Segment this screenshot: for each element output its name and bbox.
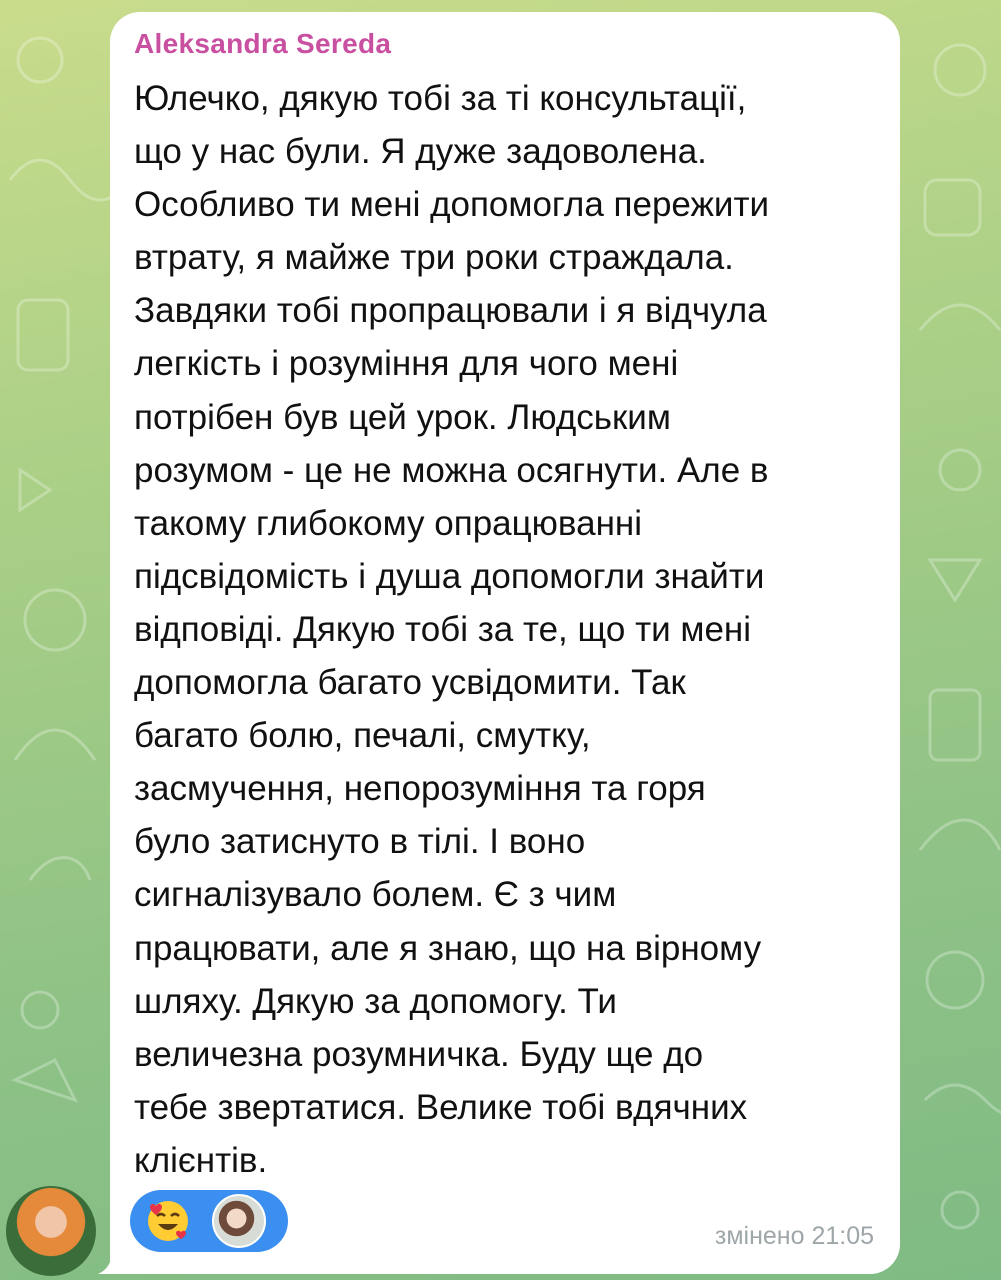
message-line: такому глибокому опрацюванні xyxy=(134,503,643,543)
message-line: було затиснуто в тілі. І воно xyxy=(134,822,586,862)
message-line: величезна розумничка. Буду ще до xyxy=(134,1034,704,1074)
message-line: що у нас були. Я дуже задоволена. xyxy=(134,132,707,172)
message-line: Завдяки тобі пропрацювали і я відчула xyxy=(134,291,767,331)
message-line: Особливо ти мені допомогла пережити xyxy=(134,185,770,225)
message-line: багато болю, печалі, смутку, xyxy=(134,716,591,756)
message-line: засмучення, непорозуміння та горя xyxy=(134,769,706,809)
sender-name[interactable]: Aleksandra Sereda xyxy=(134,28,392,59)
message-line: працювати, але я знаю, що на вірному xyxy=(134,928,762,968)
message-line: шляху. Дякую за допомогу. Ти xyxy=(134,981,617,1021)
message-line: розумом - це не можна осягнути. Але в xyxy=(134,450,769,490)
reaction-chip[interactable] xyxy=(130,1190,288,1252)
message-meta xyxy=(715,1222,874,1251)
message-line: легкість і розуміння для чого мені xyxy=(134,344,679,384)
message-bubble[interactable] xyxy=(110,12,900,1274)
message-line: допомогла багато усвідомити. Так xyxy=(134,663,686,703)
sender-avatar[interactable] xyxy=(6,1186,96,1276)
message-line: потрібен був цей урок. Людським xyxy=(134,397,671,437)
smiling-face-with-hearts-icon xyxy=(146,1199,190,1243)
message-text xyxy=(134,72,874,1187)
message-line: тебе звертатися. Велике тобі вдячних xyxy=(134,1087,748,1127)
message-line: підсвідомість і душа допомогли знайти xyxy=(134,556,765,596)
message-line: втрату, я майже три роки страждала. xyxy=(134,238,734,278)
message-line: відповіді. Дякую тобі за те, що ти мені xyxy=(134,609,752,649)
message-line: клієнтів. xyxy=(134,1140,268,1180)
message-line: сигналізувало болем. Є з чим xyxy=(134,875,617,915)
message-line: Юлечко, дякую тобі за ті консультації, xyxy=(134,79,747,118)
reactor-avatar[interactable] xyxy=(212,1194,266,1248)
message-time: 21:05 xyxy=(811,1222,874,1250)
edited-label: змінено xyxy=(714,1222,805,1250)
